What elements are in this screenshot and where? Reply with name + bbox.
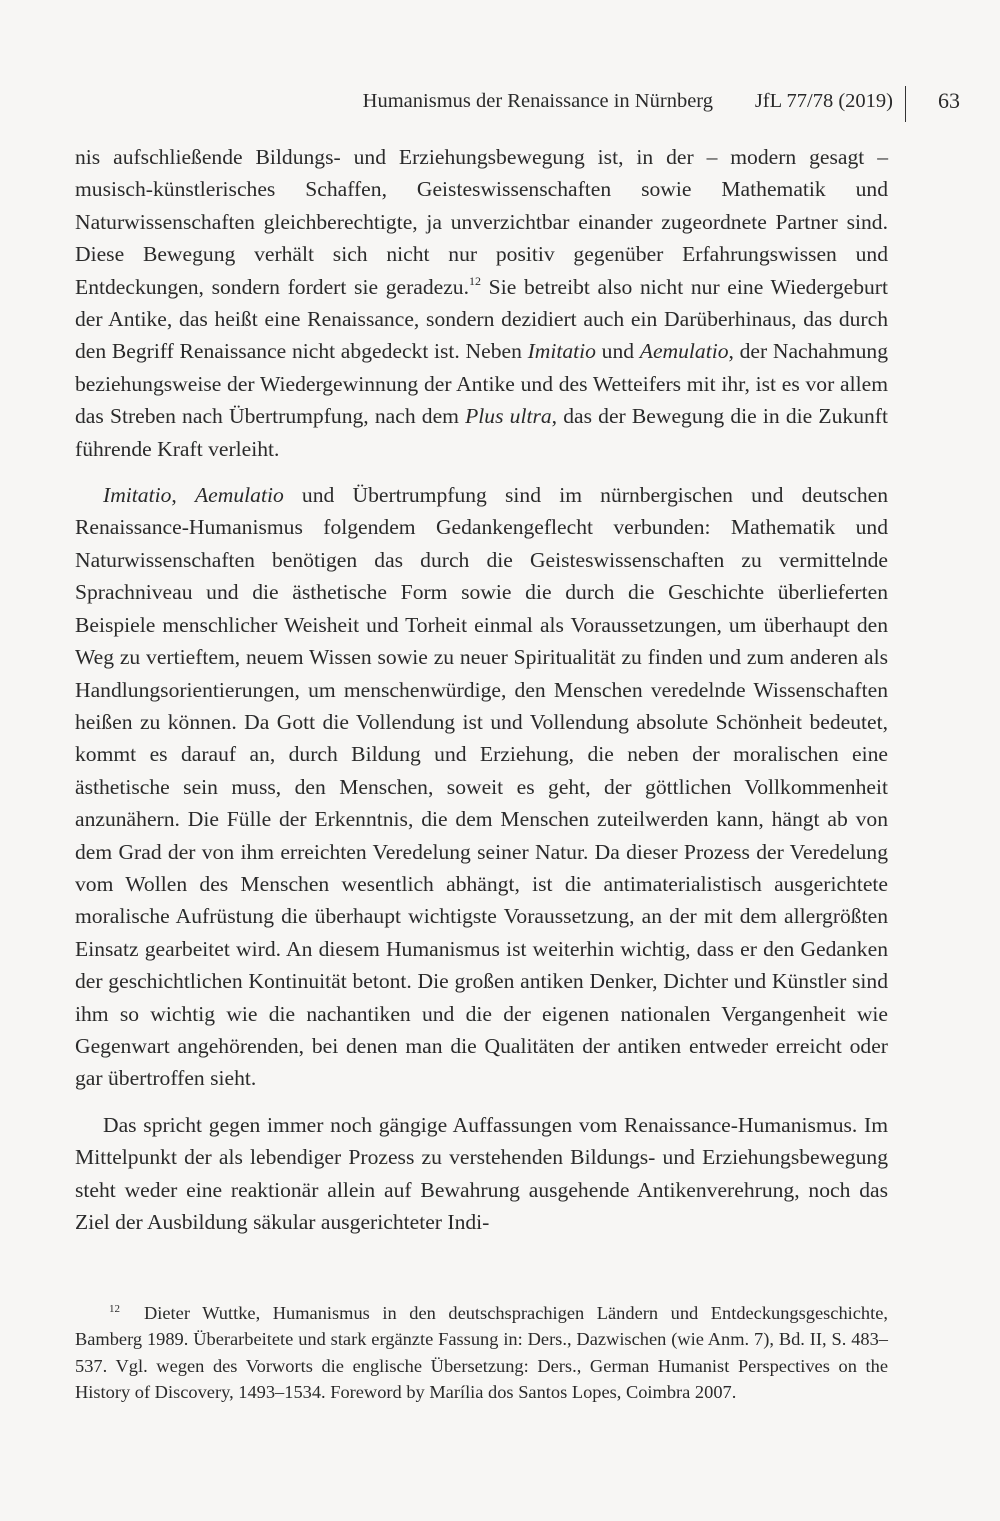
footnote-number: 12 [109,1303,120,1315]
text-run: und Übertrumpfung sind im nürnbergischen und deutschen Renaissance-Humanismus folgendem Gedankengeflecht verbunden: Mathematik und Naturwissenschaften benötigen das durch die Geisteswissenschaften zu vermittelnde Sprachniveau und die ästhetische Form sowie die durch die Geschichte überlieferten Beispiele menschlicher Weisheit und Torheit einmal als Voraussetzungen, um überhaupt den Weg zu vertieftem, neuem Wissen sowie zu neuer Spiritualität zu finden und zum anderen als Handlungsorientierungen, um menschenwürdige, den Menschen veredelnde Wissenschaften heißen zu können. Da Gott die Vollendung ist und Vollendung absolute Schönheit bedeutet, kommt es darauf an, durch Bildung und Erziehung, die neben der moralischen eine ästhetische sein muss, den Menschen, soweit es geht, der göttlichen Vollkommenheit anzunähern. Die Fülle der Erkenntnis, die dem Menschen zuteilwerden kann, hängt ab von dem Grad der von ihm erreichten Veredelung seiner Natur. Da dieser Prozess der Veredelung vom Wollen des Menschen wesentlich abhängt, ist die antimaterialistisch ausgerichtete moralische Aufrüstung die überhaupt wichtigste Voraussetzung, an der mit dem allergrößten Einsatz gearbeitet wird. An diesem Humanismus ist weiterhin wichtig, dass er den Gedanken der geschichtlichen Kontinuität betont. Die großen antiken Denker, Dichter und Künstler sind ihm so wichtig wie die nachantiken und die der eigenen nationalen Vergangenheit wie Gegenwart angehörenden, bei denen man die Qualitäten der antiken entweder erreicht oder gar übertroffen sieht. [75,483,889,1091]
header-divider [905,86,906,122]
italic-term: Imitatio [103,483,172,508]
text-run: nis aufschließende Bildungs- und Erziehungsbewegung ist, in der – modern gesagt – musisch-künstlerisches Schaffen, Geisteswissenschaften sowie Mathematik und Naturwissenschaften gleichberechtigte, ja unverzichtbar einander zugeordnete Partner sind. Diese Bewegung verhält sich nicht nur positiv gegenüber Erfahrungswissen und Entdeckungen, sondern fordert sie geradezu. [75,145,888,299]
main-text [75,141,888,1238]
italic-term: Aemulatio [639,339,729,364]
footnote [75,1296,888,1405]
running-title: Humanismus der Renaissance in Nürnberg [362,90,713,112]
journal-citation: JfL 77/78 (2019) [754,90,893,112]
page-number: 63 [938,88,960,113]
running-header [0,86,1000,126]
text-run: Sie betreibt also nicht nur eine Wiedergeburt der Antike, das heißt eine Renaissance, sondern dezidiert auch ein Darüberhinaus, das durch den Begriff Renaissance nicht abgedeckt ist. Neben [75,274,888,364]
text-run: , der Nachahmung beziehungsweise der Wiedergewinnung der Antike und des Wetteifers mit ihr, ist es vor allem das Streben nach Übertrumpfung, nach dem [75,339,888,429]
footnote-text: Dieter Wuttke, Humanismus in den deutschsprachigen Ländern und Entdeckungsgeschichte, Bamberg 1989. Überarbeitete und stark ergänzte Fassung in: Ders., Dazwischen (wie Anm. 7), Bd. II, S. 483–537. Vgl. wegen des Vorworts die englische Übersetzung: Ders., German Humanist Perspectives on the History of Discovery, 1493–1534. Foreword by Marília dos Santos Lopes, Coimbra 2007. [75,1303,888,1402]
italic-term: Imitatio [527,339,596,364]
text-run: , [171,483,195,508]
italic-term: Aemulatio [194,483,284,508]
italic-term: Plus ultra [465,404,552,429]
paragraph-2 [75,479,888,1095]
text-run: und [595,339,640,364]
paragraph-3: Das spricht gegen immer noch gängige Auffassungen vom Renaissance-Humanismus. Im Mittelpunkt der als lebendiger Prozess zu verstehenden Bildungs- und Erziehungsbewegung steht weder eine reaktionär allein auf Bewahrung ausgehende Antikenverehrung, noch das Ziel der Ausbildung säkular ausgerichteter Indi- [75,1112,888,1234]
text-run: , das der Bewegung die in die Zukunft führende Kraft verleiht. [75,404,888,461]
paragraph-1 [75,141,888,465]
footnote-reference: 12 [469,273,482,288]
